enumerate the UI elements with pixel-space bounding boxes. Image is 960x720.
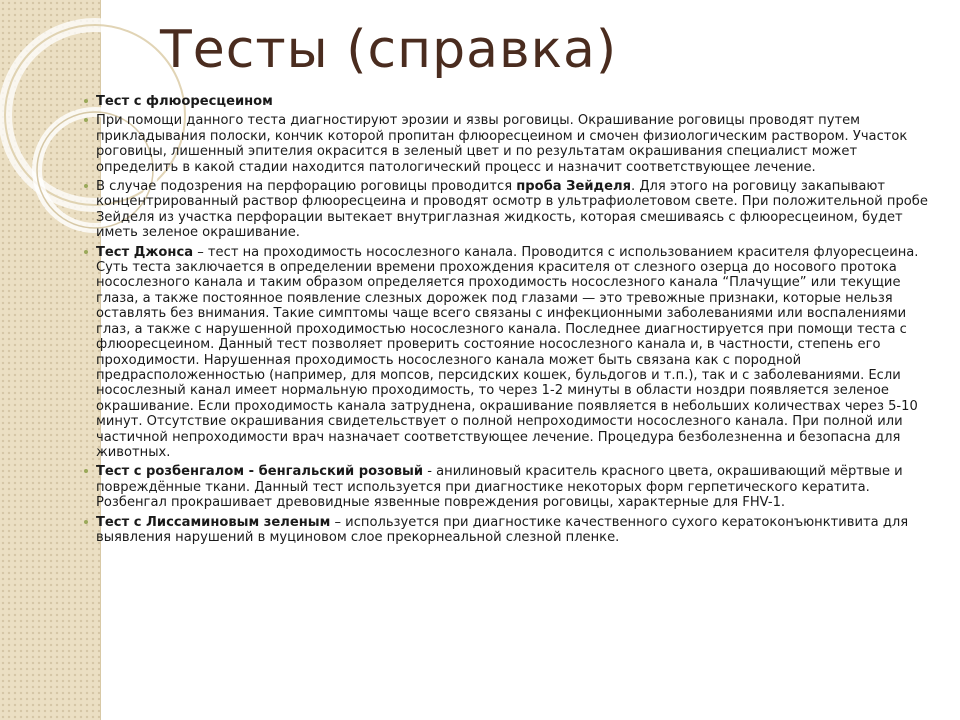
bullet-prefix: В случае подозрения на перфорацию роговицы проводится [96,179,517,195]
bullet-rose-bengal-test [84,464,934,510]
bullet-bold: Тест с Лиссаминовым зеленым [96,514,331,530]
bullet-fluorescein-title [84,94,934,109]
bullet-jones-test [84,245,934,461]
bullet-text: . Для этого на роговицу закапывают концентрированный раствор флюоресцеина и проводят осмотр в ультрафиолетовом свете. При положительной пробе Зейделя из участка перфорации вытекает внутриглазная жидкость, которая смешиваясь с флюоресцеином, будет иметь зеленое окрашивание. [96,179,928,241]
bullet-icon [84,118,88,122]
bullet-bold: Тест с розбенгалом - бенгальский розовый [96,464,424,480]
bullet-icon [84,520,88,524]
bullet-bold: Тест Джонса [96,244,194,260]
bullet-bold: проба Зейделя [516,179,631,195]
bullet-icon [84,184,88,188]
bullet-text: При помощи данного теста диагностируют эрозии и язвы роговицы. Окрашивание роговицы проводят путем прикладывания полоски, кончик которой пропитан флюоресцеином и смочен физиологическим раствором. Участок роговицы, лишенный эпителия окрасится в зеленый цвет и по результатам окрашивания специалист может определить в какой стадии находится патологический процесс и назначит соответствующее лечение. [96,113,908,175]
bullet-text: - анилиновый краситель красного цвета, окрашивающий мёртвые и повреждённые ткани. Данный тест используется при диагностике некоторых форм герпетического кератита. Розбенгал прокрашивает древовидные язвенные повреждения роговицы, характерные для FHV-1. [96,464,903,511]
bullet-lissamine-green-test [84,515,934,546]
bullet-text: – тест на проходимость носослезного канала. Проводится с использованием красителя флуоресцеина. Суть теста заключается в определении времени прохождения красителя от слезного озерца до носового протока носослезного канала и таким образом определяется проходимость носослезного канала “Плачущие” или текущие глаза, а также постоянное появление слезных дорожек под глазами — это тревожные признаки, которые нельзя оставлять без внимания. Такие симптомы чаще всего связаны с инфекционными заболеваниями или воспалениями глаз, а также с нарушенной проходимостью носослезного канала. Последнее диагностируется при помощи теста с флюоресцеином. Данный тест позволяет проверить состояние носослезного канала и, в частности, степень его проходимости. Нарушенная проходимость носослезного канала может быть связана как с породной предрасположенностью (например, для мопсов, персидских кошек, бульдогов и т.п.), так и с заболеваниями. Если носослезный канал имеет нормальную проходимость, то через 1-2 минуты в области ноздри появляется зеленое окрашивание. Если проходимость канала затруднена, окрашивание появляется в небольших количествах через 5-10 минут. Отсутствие окрашивания свидетельствует о полной непроходимости носослезного канала. При полной или частичной непроходимости врач назначает соответствующее лечение. Процедура безболезненна и безопасна для животных. [96,244,919,460]
bullet-icon [84,99,88,103]
bullet-icon [84,469,88,473]
bullet-seidel-test [84,179,934,241]
bullet-list [84,94,934,545]
bullet-icon [84,250,88,254]
bullet-bold: Тест с флюоресцеином [96,94,273,109]
bullet-fluorescein-description [84,113,934,175]
slide-title: Тесты (справка) [160,20,618,80]
slide-body [84,94,934,549]
bullet-text: – используется при диагностике качественного сухого кератоконъюнктивита для выявления нарушений в муциновом слое прекорнеальной слезной пленке. [96,514,909,545]
